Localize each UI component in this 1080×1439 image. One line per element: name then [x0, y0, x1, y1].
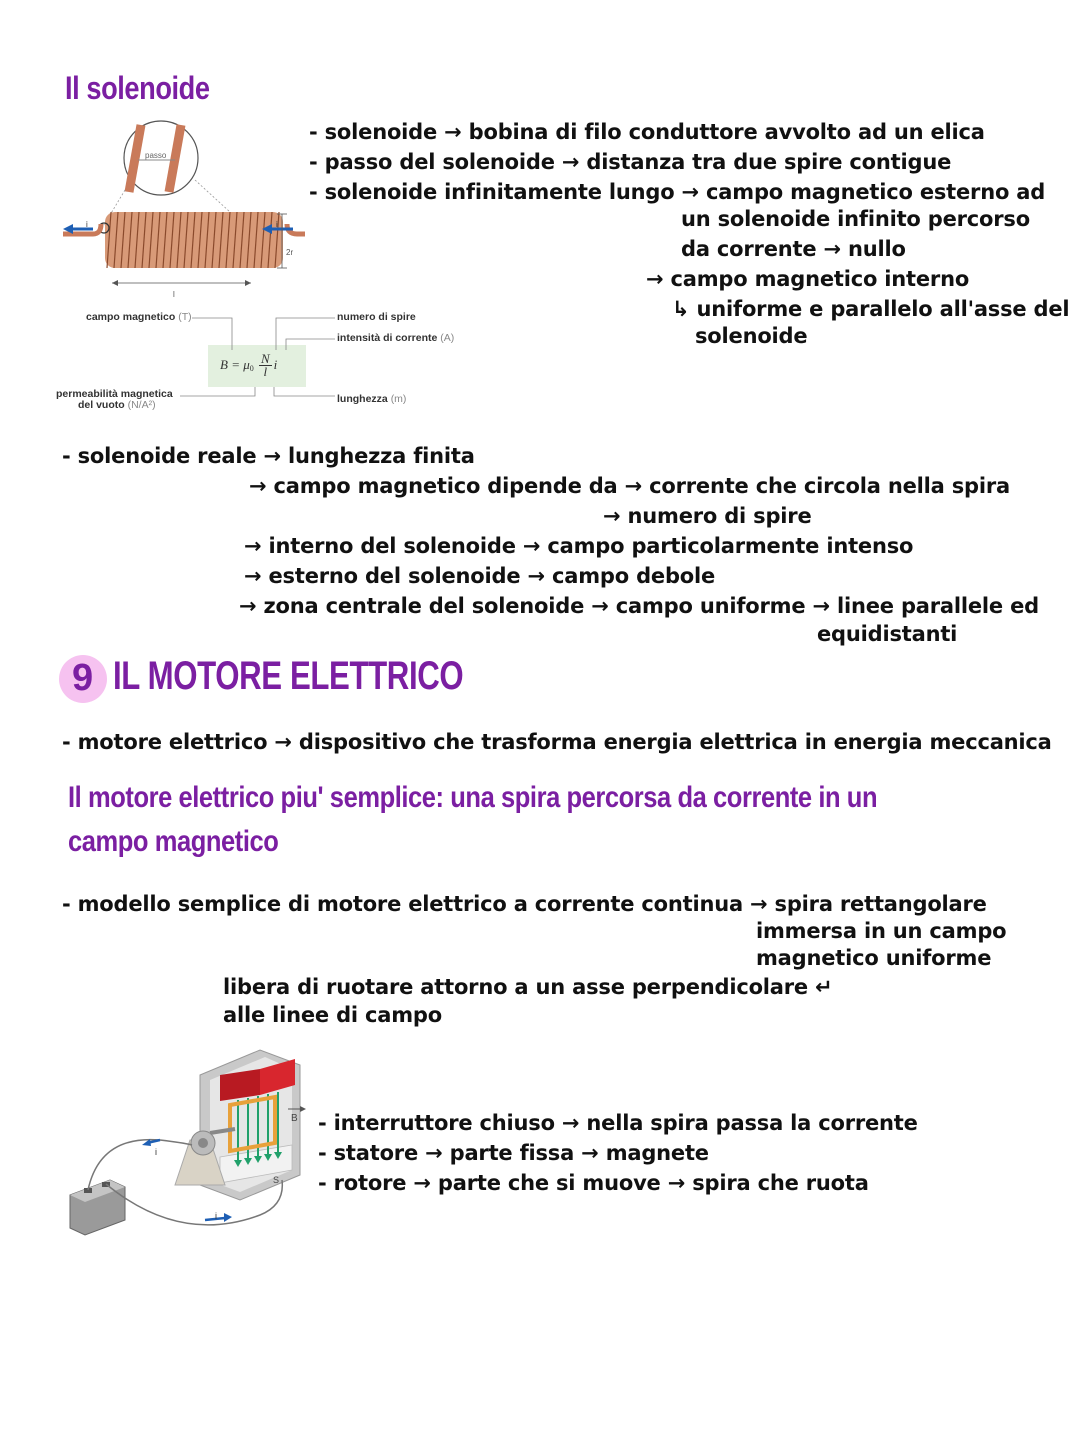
- section-title-motore: IL MOTORE ELETTRICO: [113, 654, 464, 698]
- motore-definition: - motore elettrico → dispositivo che trasforma energia elettrica in energia meccanica: [62, 730, 1052, 754]
- length-label: l: [173, 290, 175, 299]
- part-rotore: - rotore → parte che si muove → spira che ruota: [318, 1171, 869, 1195]
- note-interno: → campo magnetico interno: [646, 267, 970, 291]
- diameter-label: 2r: [286, 248, 294, 257]
- motor-i-label-top: i: [155, 1147, 157, 1157]
- model-line-4: libera di ruotare attorno a un asse perpendicolare ↵: [223, 975, 833, 999]
- caption-lunghezza: lunghezza (m): [337, 393, 407, 405]
- current-label-left: i: [86, 220, 88, 229]
- reale-line-7: equidistanti: [817, 622, 958, 646]
- reale-line-5: → esterno del solenoide → campo debole: [244, 564, 716, 588]
- formula-numerator: N: [261, 351, 270, 366]
- reale-line-6: → zona centrale del solenoide → campo uniforme → linee parallele ed: [239, 594, 1039, 618]
- caption-campo: campo magnetico (T): [86, 311, 192, 323]
- reale-line-1: - solenoide reale → lunghezza finita: [62, 444, 475, 468]
- formula-sub: 0: [249, 363, 254, 373]
- formula-leaders: [180, 310, 340, 405]
- motor-s-label: S: [273, 1175, 280, 1185]
- note-infinito: - solenoide infinitamente lungo → campo magnetico esterno ad: [309, 180, 1046, 204]
- formula-denominator: l: [263, 364, 268, 380]
- caption-vuoto: del vuoto (N/A²): [78, 399, 156, 411]
- current-label-right: i: [276, 220, 278, 229]
- note-passo: - passo del solenoide → distanza tra due spire contigue: [309, 150, 952, 174]
- caption-permeabilita: permeabilità magnetica: [56, 388, 173, 400]
- formula-tail: i: [273, 356, 278, 372]
- motor-i-label-bottom: i: [215, 1211, 217, 1221]
- passo-label: passo: [145, 151, 167, 160]
- subtitle-line-1: Il motore elettrico piu' semplice: una spira percorsa da corrente in un: [68, 781, 878, 814]
- note-uniforme-2: solenoide: [695, 324, 808, 348]
- reale-line-3: → numero di spire: [603, 504, 812, 528]
- note-solenoide: - solenoide → bobina di filo conduttore avvolto ad un elica: [309, 120, 985, 144]
- subtitle-line-2: campo magnetico: [68, 825, 279, 858]
- model-line-3: magnetico uniforme: [756, 946, 992, 970]
- note-infinito-2: un solenoide infinito percorso: [681, 207, 1030, 231]
- motor-b-label: B: [291, 1113, 298, 1124]
- reale-line-4: → interno del solenoide → campo particolarmente intenso: [244, 534, 914, 558]
- caption-corrente: intensità di corrente (A): [337, 332, 455, 344]
- model-line-1: - modello semplice di motore elettrico a corrente continua → spira rettangolare: [62, 892, 987, 916]
- reale-line-2: → campo magnetico dipende da → corrente che circola nella spira: [249, 474, 1010, 498]
- model-line-5: alle linee di campo: [223, 1003, 442, 1027]
- section-number: 9: [72, 657, 94, 699]
- part-interruttore: - interruttore chiuso → nella spira passa la corrente: [318, 1111, 918, 1135]
- note-infinito-3: da corrente → nullo: [681, 237, 906, 261]
- formula-lhs: B = μ: [220, 356, 250, 372]
- model-line-2: immersa in un campo: [756, 919, 1007, 943]
- caption-spire: numero di spire: [337, 311, 416, 323]
- note-uniforme: ↳ uniforme e parallelo all'asse del: [672, 297, 1070, 321]
- section-title-solenoide: Il solenoide: [65, 70, 210, 106]
- solenoid-diagram: [55, 110, 305, 300]
- part-statore: - statore → parte fissa → magnete: [318, 1141, 709, 1165]
- motor-diagram: [60, 1045, 315, 1245]
